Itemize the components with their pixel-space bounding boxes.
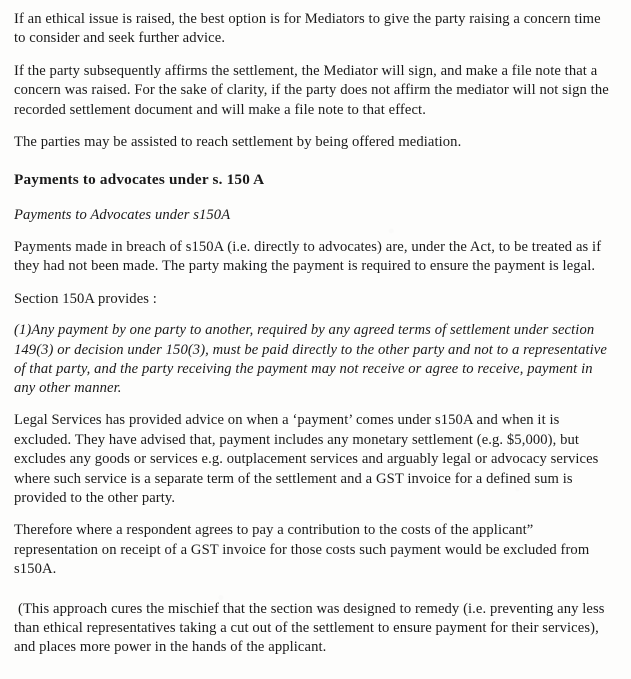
paragraph-ethical-issue: If an ethical issue is raised, the best option is for Mediators to give the party raising a concern time to consider and seek further advice. (14, 11, 601, 47)
paragraph-payments-in-breach: Payments made in breach of s150A (i.e. directly to advocates) are, under the Act, to be treated as if they had not been made. The party making the payment is required to ensure the payment is legal. (14, 239, 602, 275)
blockquote-section-150a-text: (1)Any payment by one party to another, required by any agreed terms of settlement under section 149(3) or decision under 150(3), must be paid directly to the other party and not to a representative of that party, and the party receiving the payment may not receive or agree to receive, payment in any other manner. (14, 322, 607, 397)
paragraph-respondent-contribution: Therefore where a respondent agrees to pay a contribution to the costs of the applicant” representation on receipt of a GST invoice for those costs such payment would be excluded from s150A. (14, 522, 590, 578)
paragraph-affirms-settlement: If the party subsequently affirms the settlement, the Mediator will sign, and make a file note that a concern was raised. For the sake of clarity, if the party does not affirm the mediator will not sign the recorded settlement document and will make a file note to that effect. (14, 62, 609, 118)
section-subheading-payments-to-advocates: Payments to Advocates under s150A (14, 206, 231, 223)
paragraph-legal-services-advice: Legal Services has provided advice on when a ‘payment’ comes under s150A and when it is excluded. They have advised that, payment includes any monetary settlement (e.g. $5,000), but excludes any goods or services e.g. outplacement services and arguably legal or advocacy services where such service is a separate term of the settlement and a GST invoice for a defined sum is provided to the other party. (14, 412, 599, 506)
section-heading-payments-to-advocates: Payments to advocates under s. 150 A (14, 171, 265, 189)
paragraph-mischief-cure: (This approach cures the mischief that the section was designed to remedy (i.e. preventing any less than ethical representatives taking a cut out of the settlement to ensure payment for their services), and places more power in the hands of the applicant. (14, 600, 605, 656)
paragraph-section-150a-provides: Section 150A provides : (14, 290, 157, 307)
paragraph-parties-assisted: The parties may be assisted to reach settlement by being offered mediation. (14, 134, 462, 151)
